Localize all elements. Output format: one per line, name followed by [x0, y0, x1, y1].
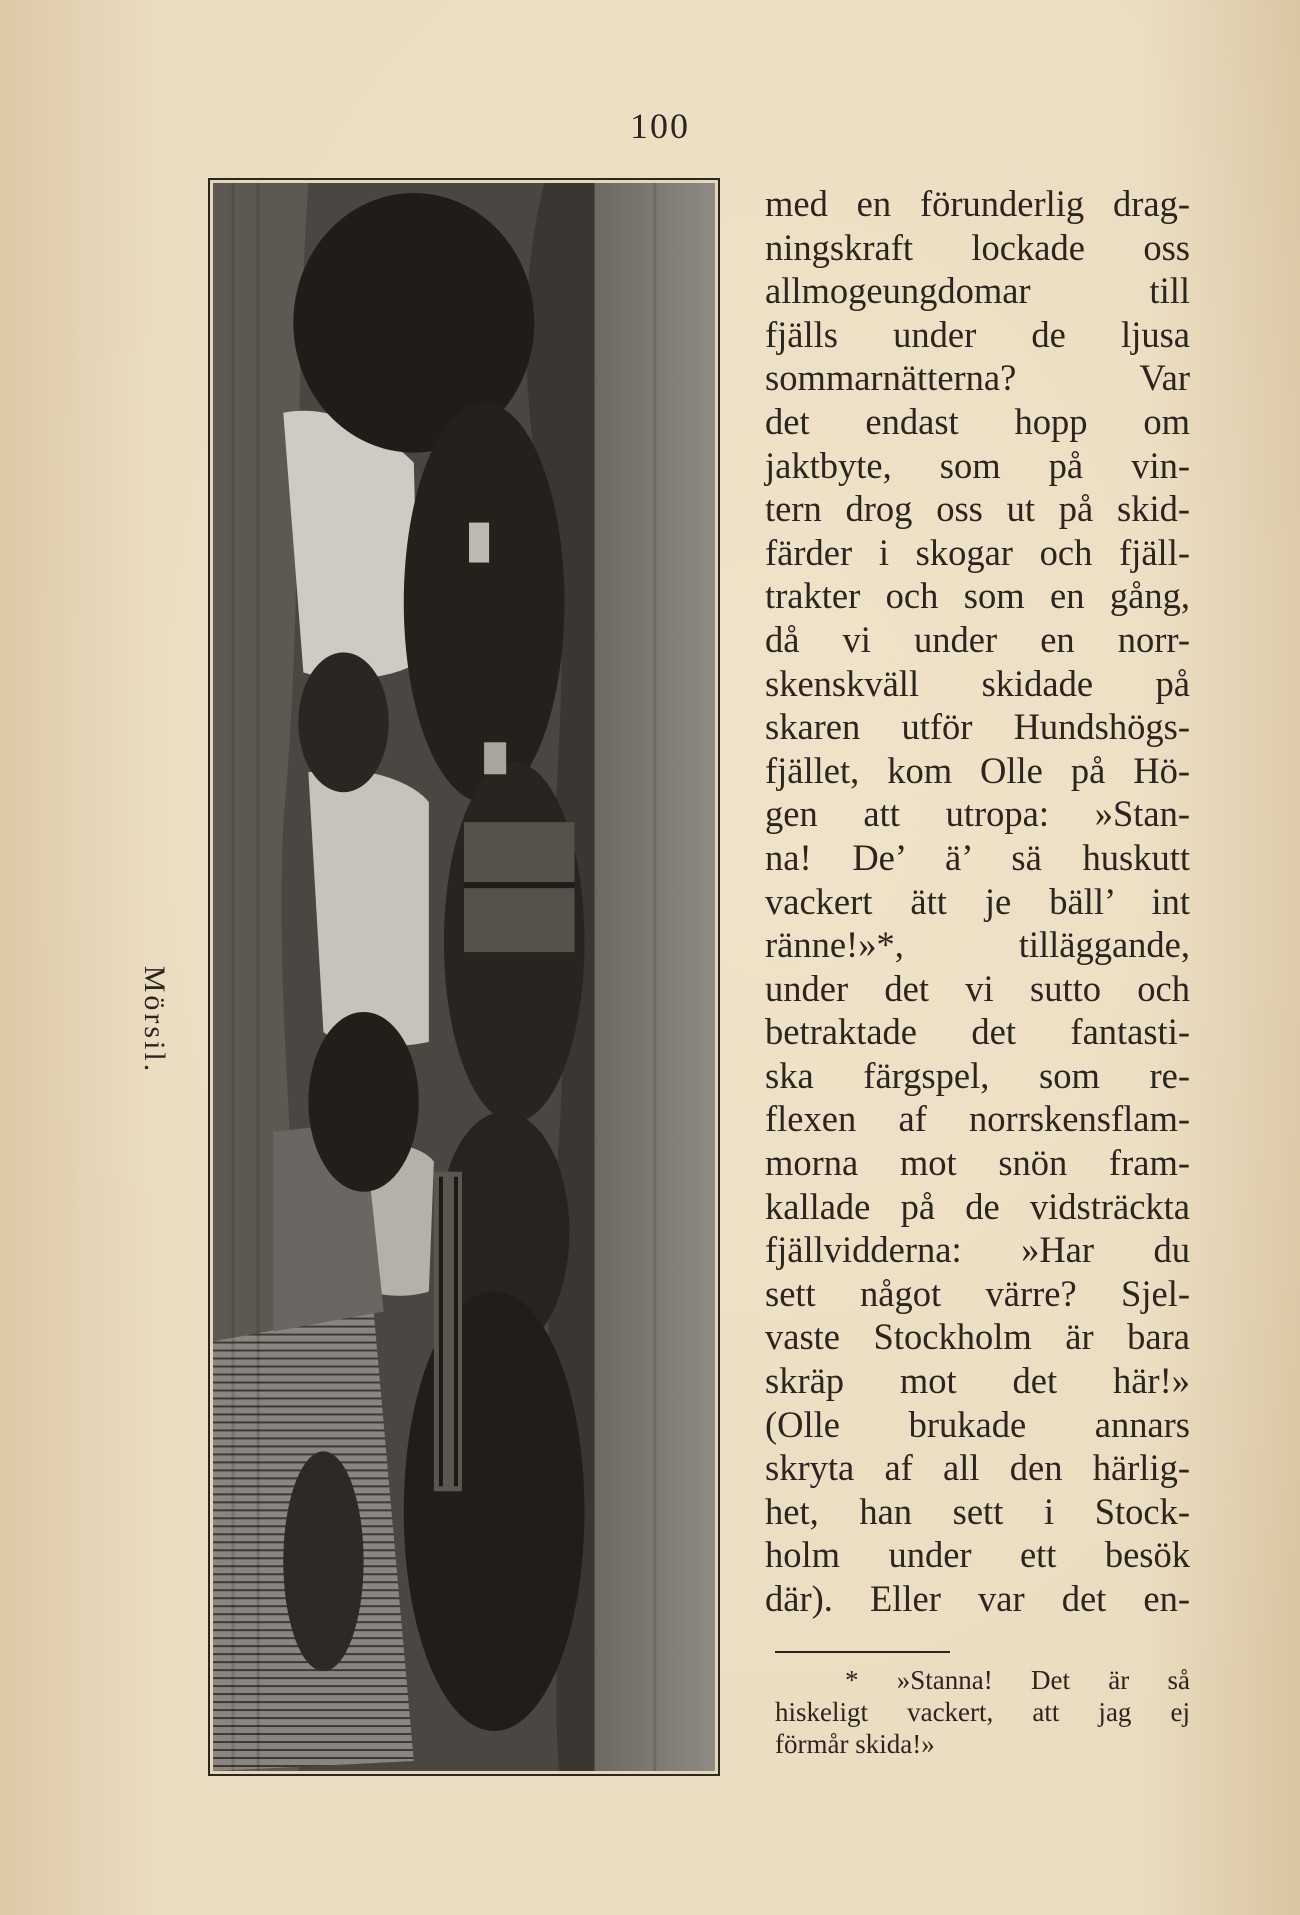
text-line: jaktbyte, som på vin- [765, 444, 1190, 486]
text-line: vaste Stockholm är bara [765, 1316, 1190, 1358]
footnote-line: förmår skida!» [775, 1729, 935, 1759]
text-line: trakter och som en gång, [765, 575, 1190, 617]
text-line: fjälls under de ljusa [765, 313, 1190, 355]
text-line: det endast hopp om [765, 400, 1190, 442]
body-text [765, 182, 1190, 1621]
footnote-divider [775, 1651, 950, 1653]
book-page: 100 Mörsil. med en förunderlig drag- ningskraft lockade oss allmogeungdomar till fjälls under de ljusa sommarnätterna? Var det endast hopp om jaktbyte, som på vin- tern drog oss ut på skid- färder i skogar och fjäll- trakter och som en gång, då vi under en norr- skenskväll skidade på skaren utför Hundshögs- fjället, kom Olle på Hö- gen att utropa: »Stan- na! De’ ä’ sä huskutt vackert ätt je bäll’ int ränne!»*, tilläggande, under det vi sutto och betraktade det fantasti- ska färgspel, som re- flexen af norrskensflam- morna mot snön fram- kallade på de vidsträckta fjällvidderna: »Har du sett något värre? Sjel- vaste Stockholm är bara skräp mot det här!» (Olle brukade annars skryta af all den härlig- het, han sett i Stock- holm under ett besök där). Eller var det en- * »Stanna! Det är så hiskeligt vackert, att jag ej förmår skida!» [0, 0, 1300, 1915]
text-line: skenskväll skidade på [765, 662, 1190, 704]
text-line: kallade på de vidsträckta [765, 1185, 1190, 1227]
text-line: het, han sett i Stock- [765, 1490, 1190, 1532]
text-line: med en förunderlig drag- [765, 183, 1190, 224]
text-line: ränne!»*, tilläggande, [765, 924, 1190, 966]
text-line: holm under ett besök [765, 1534, 1190, 1576]
text-line: allmogeungdomar till [765, 270, 1190, 312]
landscape-photograph [208, 178, 720, 1776]
text-line: vackert ätt je bäll’ int [765, 880, 1190, 922]
text-line: betraktade det fantasti- [765, 1011, 1190, 1053]
text-line: fjället, kom Olle på Hö- [765, 749, 1190, 791]
text-line: där). Eller var det en- [765, 1578, 1190, 1619]
text-line: tern drog oss ut på skid- [765, 488, 1190, 530]
text-line: morna mot snön fram- [765, 1142, 1190, 1184]
text-line: färder i skogar och fjäll- [765, 531, 1190, 573]
footnote-line: * »Stanna! Det är så [845, 1665, 1190, 1695]
footnote-line: hiskeligt vackert, att jag ej [775, 1697, 1190, 1727]
page-number: 100 [630, 106, 690, 146]
text-line: na! De’ ä’ sä huskutt [765, 836, 1190, 878]
text-line: ska färgspel, som re- [765, 1054, 1190, 1096]
text-line: flexen af norrskensflam- [765, 1098, 1190, 1140]
text-line: under det vi sutto och [765, 967, 1190, 1009]
text-line: skaren utför Hundshögs- [765, 706, 1190, 748]
text-line: skryta af all den härlig- [765, 1447, 1190, 1489]
footnote [775, 1664, 1190, 1760]
text-line: (Olle brukade annars [765, 1403, 1190, 1445]
text-line: sett något värre? Sjel- [765, 1272, 1190, 1314]
text-line: då vi under en norr- [765, 618, 1190, 660]
text-line: gen att utropa: »Stan- [765, 793, 1190, 835]
text-line: sommarnätterna? Var [765, 357, 1190, 399]
text-line: fjällvidderna: »Har du [765, 1229, 1190, 1271]
text-line: ningskraft lockade oss [765, 226, 1190, 268]
text-line: skräp mot det här!» [765, 1360, 1190, 1402]
photograph-illustration [213, 183, 715, 1771]
